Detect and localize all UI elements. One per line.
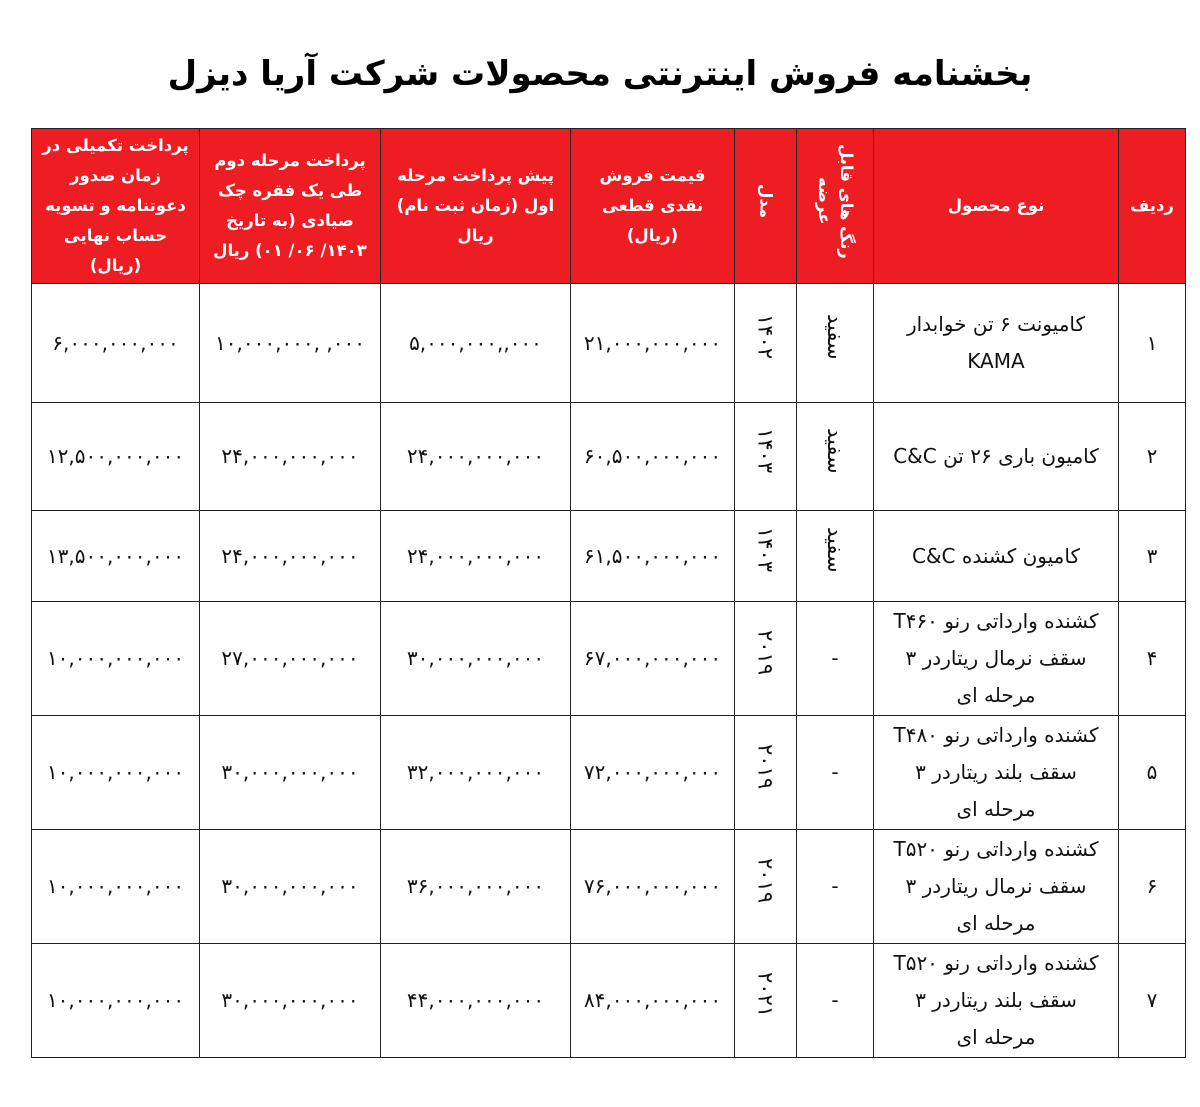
model-value: ۲۰۲۱ bbox=[753, 971, 778, 1018]
price-value: ۷۲,۰۰۰,۰۰۰,۰۰۰ bbox=[571, 716, 735, 830]
model-value: ۲۰۱۹ bbox=[753, 743, 778, 790]
header-colors-label: رنگ های قابل عرضه bbox=[815, 143, 856, 259]
product-name: کامیونت ۶ تن خوابدار KAMA bbox=[874, 284, 1119, 403]
header-model-label: مدل bbox=[756, 183, 776, 219]
second-payment-value: ۳۰,۰۰۰,۰۰۰,۰۰۰ bbox=[200, 944, 381, 1058]
price-value: ۶۰,۵۰۰,۰۰۰,۰۰۰ bbox=[571, 403, 735, 511]
model-value: ۱۴۰۳ bbox=[753, 527, 778, 573]
row-number: ۱ bbox=[1119, 284, 1186, 403]
row-number: ۷ bbox=[1119, 944, 1186, 1058]
color-value: سفید bbox=[823, 427, 847, 474]
price-value: ۶۷,۰۰۰,۰۰۰,۰۰۰ bbox=[571, 602, 735, 716]
price-value: ۸۴,۰۰۰,۰۰۰,۰۰۰ bbox=[571, 944, 735, 1058]
row-number: ۳ bbox=[1119, 511, 1186, 602]
final-payment-value: ۱۰,۰۰۰,۰۰۰,۰۰۰ bbox=[32, 716, 200, 830]
second-payment-value: ۳۰,۰۰۰,۰۰۰,۰۰۰ bbox=[200, 830, 381, 944]
second-payment-value: ۲۴,۰۰۰,۰۰۰,۰۰۰ bbox=[200, 511, 381, 602]
model-cell bbox=[735, 944, 797, 1058]
product-name: کشنده وارداتی رنو T۴۶۰ سقف نرمال ریتاردر ۳ مرحله ای bbox=[874, 602, 1119, 716]
model-value: ۱۴۰۳ bbox=[753, 427, 778, 474]
prepay-value: ۳۲,۰۰۰,۰۰۰,۰۰۰ bbox=[381, 716, 571, 830]
price-value: ۶۱,۵۰۰,۰۰۰,۰۰۰ bbox=[571, 511, 735, 602]
table-row bbox=[32, 511, 1186, 602]
model-cell bbox=[735, 284, 797, 403]
final-payment-value: ۱۰,۰۰۰,۰۰۰,۰۰۰ bbox=[32, 944, 200, 1058]
table-row bbox=[32, 602, 1186, 716]
table-row bbox=[32, 403, 1186, 511]
second-payment-value: ۲۴,۰۰۰,۰۰۰,۰۰۰ bbox=[200, 403, 381, 511]
final-payment-value: ۶,۰۰۰,۰۰۰,۰۰۰ bbox=[32, 284, 200, 403]
product-name: کشنده وارداتی رنو T۵۲۰ سقف نرمال ریتاردر ۳ مرحله ای bbox=[874, 830, 1119, 944]
color-cell: - bbox=[797, 830, 874, 944]
final-payment-value: ۱۰,۰۰۰,۰۰۰,۰۰۰ bbox=[32, 602, 200, 716]
header-row bbox=[32, 129, 1186, 284]
model-value: ۲۰۱۹ bbox=[753, 629, 778, 676]
final-payment-value: ۱۲,۵۰۰,۰۰۰,۰۰۰ bbox=[32, 403, 200, 511]
prepay-value: ۵,۰۰۰,۰۰۰,,۰۰۰ bbox=[381, 284, 571, 403]
prepay-value: ۳۶,۰۰۰,۰۰۰,۰۰۰ bbox=[381, 830, 571, 944]
model-value: ۲۰۱۹ bbox=[753, 857, 778, 904]
header-row-number: ردیف bbox=[1119, 129, 1186, 284]
final-payment-value: ۱۰,۰۰۰,۰۰۰,۰۰۰ bbox=[32, 830, 200, 944]
price-value: ۲۱,۰۰۰,۰۰۰,۰۰۰ bbox=[571, 284, 735, 403]
header-price: قیمت فروش نقدی قطعی (ریال) bbox=[571, 129, 735, 284]
product-name: کامیون باری ۲۶ تن C&C bbox=[874, 403, 1119, 511]
product-name: کامیون کشنده C&C bbox=[874, 511, 1119, 602]
row-number: ۵ bbox=[1119, 716, 1186, 830]
model-value: ۱۴۰۲ bbox=[753, 314, 778, 360]
second-payment-value: ۲۷,۰۰۰,۰۰۰,۰۰۰ bbox=[200, 602, 381, 716]
color-cell bbox=[797, 284, 874, 403]
table-row bbox=[32, 944, 1186, 1058]
second-payment-value: ۳۰,۰۰۰,۰۰۰,۰۰۰ bbox=[200, 716, 381, 830]
price-value: ۷۶,۰۰۰,۰۰۰,۰۰۰ bbox=[571, 830, 735, 944]
price-table bbox=[31, 128, 1186, 1058]
second-payment-value: ۱۰,۰۰۰,۰۰۰, ,۰۰۰ bbox=[200, 284, 381, 403]
color-cell: - bbox=[797, 944, 874, 1058]
header-colors bbox=[797, 129, 874, 284]
product-name: کشنده وارداتی رنو T۴۸۰ سقف بلند ریتاردر ۳ مرحله ای bbox=[874, 716, 1119, 830]
header-prepay: پیش پرداخت مرحله اول (زمان ثبت نام) ریال bbox=[381, 129, 571, 284]
header-second-payment: پرداخت مرحله دوم طی یک فقره چک صیادی (به تاریخ ۱۴۰۳/ ۰۶/ ۰۱) ریال bbox=[200, 129, 381, 284]
color-value: سفید bbox=[823, 527, 847, 573]
table-row bbox=[32, 716, 1186, 830]
row-number: ۴ bbox=[1119, 602, 1186, 716]
color-cell: - bbox=[797, 602, 874, 716]
product-name: کشنده وارداتی رنو T۵۲۰ سقف بلند ریتاردر ۳ مرحله ای bbox=[874, 944, 1119, 1058]
model-cell bbox=[735, 716, 797, 830]
color-value: سفید bbox=[823, 314, 847, 360]
prepay-value: ۴۴,۰۰۰,۰۰۰,۰۰۰ bbox=[381, 944, 571, 1058]
header-final-payment: پرداخت تکمیلی در زمان صدور دعوتنامه و تسویه حساب نهایی (ریال) bbox=[32, 129, 200, 284]
row-number: ۶ bbox=[1119, 830, 1186, 944]
color-cell bbox=[797, 511, 874, 602]
color-cell: - bbox=[797, 716, 874, 830]
model-cell bbox=[735, 403, 797, 511]
final-payment-value: ۱۳,۵۰۰,۰۰۰,۰۰۰ bbox=[32, 511, 200, 602]
page-title: بخشنامه فروش اینترنتی محصولات شرکت آریا دیزل bbox=[167, 54, 1033, 94]
header-model bbox=[735, 129, 797, 284]
prepay-value: ۲۴,۰۰۰,۰۰۰,۰۰۰ bbox=[381, 511, 571, 602]
prepay-value: ۲۴,۰۰۰,۰۰۰,۰۰۰ bbox=[381, 403, 571, 511]
row-number: ۲ bbox=[1119, 403, 1186, 511]
model-cell bbox=[735, 830, 797, 944]
model-cell bbox=[735, 511, 797, 602]
model-cell bbox=[735, 602, 797, 716]
table-row bbox=[32, 284, 1186, 403]
table-row bbox=[32, 830, 1186, 944]
prepay-value: ۳۰,۰۰۰,۰۰۰,۰۰۰ bbox=[381, 602, 571, 716]
header-product: نوع محصول bbox=[874, 129, 1119, 284]
color-cell bbox=[797, 403, 874, 511]
